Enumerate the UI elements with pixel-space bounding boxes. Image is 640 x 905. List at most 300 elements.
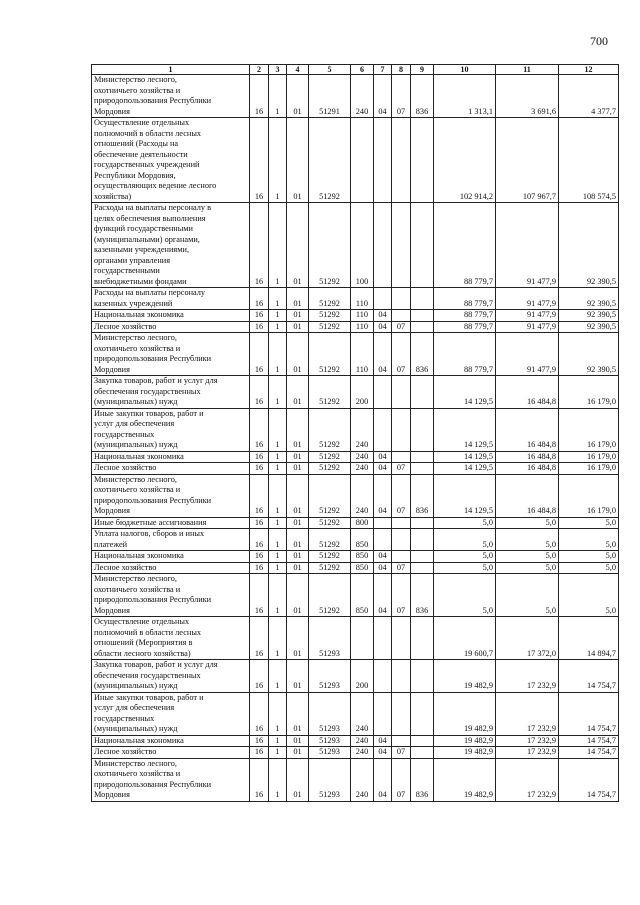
- cell-col9: 836: [411, 75, 434, 118]
- cell-col9: [411, 451, 434, 463]
- cell-amount-11: 5,0: [496, 529, 559, 551]
- cell-col4: 01: [287, 463, 309, 475]
- table-row: [92, 408, 619, 451]
- cell-col3: 1: [269, 463, 287, 475]
- cell-col4: 01: [287, 529, 309, 551]
- cell-col2: 16: [250, 517, 269, 529]
- cell-col4: 01: [287, 310, 309, 322]
- cell-amount-12: 16 179,0: [559, 408, 619, 451]
- cell-amount-10: 14 129,5: [434, 474, 496, 517]
- column-header: 11: [496, 65, 559, 75]
- row-description: Министерство лесного, охотничьего хозяйства и природопользования Республики Мордовия: [92, 333, 250, 376]
- cell-amount-12: 92 390,5: [559, 203, 619, 288]
- cell-amount-11: 5,0: [496, 517, 559, 529]
- cell-col4: 01: [287, 474, 309, 517]
- cell-col7: 04: [374, 310, 392, 322]
- table-row: [92, 758, 619, 801]
- cell-col6: 850: [351, 562, 374, 574]
- cell-col6: 110: [351, 321, 374, 333]
- column-header: 10: [434, 65, 496, 75]
- cell-amount-11: 17 232,9: [496, 735, 559, 747]
- cell-col7: 04: [374, 333, 392, 376]
- cell-amount-10: 5,0: [434, 517, 496, 529]
- cell-col8: [392, 551, 411, 563]
- cell-col3: 1: [269, 758, 287, 801]
- cell-col5: 51292: [309, 574, 351, 617]
- cell-col5: 51292: [309, 408, 351, 451]
- cell-col8: 07: [392, 562, 411, 574]
- cell-amount-10: 14 129,5: [434, 463, 496, 475]
- cell-col6: 240: [351, 75, 374, 118]
- row-description: Закупка товаров, работ и услуг для обеспечения государственных (муниципальных) нужд: [92, 660, 250, 693]
- cell-col9: [411, 463, 434, 475]
- cell-col3: 1: [269, 451, 287, 463]
- cell-col8: 07: [392, 75, 411, 118]
- cell-col9: [411, 692, 434, 735]
- cell-col8: 07: [392, 747, 411, 759]
- column-header: 9: [411, 65, 434, 75]
- table-row: [92, 574, 619, 617]
- row-description: Министерство лесного, охотничьего хозяйства и природопользования Республики Мордовия: [92, 574, 250, 617]
- cell-amount-12: 5,0: [559, 562, 619, 574]
- cell-amount-12: 92 390,5: [559, 288, 619, 310]
- cell-col5: 51293: [309, 692, 351, 735]
- cell-col5: 51293: [309, 617, 351, 660]
- table-row: [92, 118, 619, 203]
- table-row: [92, 333, 619, 376]
- cell-col7: 04: [374, 758, 392, 801]
- row-description: Закупка товаров, работ и услуг для обеспечения государственных (муниципальных) нужд: [92, 376, 250, 409]
- cell-col8: [392, 408, 411, 451]
- cell-col3: 1: [269, 118, 287, 203]
- cell-col2: 16: [250, 735, 269, 747]
- cell-col3: 1: [269, 735, 287, 747]
- cell-col5: 51292: [309, 529, 351, 551]
- cell-col2: 16: [250, 288, 269, 310]
- cell-col5: 51292: [309, 203, 351, 288]
- cell-amount-12: 14 894,7: [559, 617, 619, 660]
- cell-amount-11: 91 477,9: [496, 203, 559, 288]
- cell-col9: 836: [411, 474, 434, 517]
- cell-amount-10: 102 914,2: [434, 118, 496, 203]
- cell-amount-12: 16 179,0: [559, 474, 619, 517]
- cell-col2: 16: [250, 758, 269, 801]
- cell-col4: 01: [287, 376, 309, 409]
- cell-col3: 1: [269, 529, 287, 551]
- cell-col5: 51292: [309, 321, 351, 333]
- cell-col7: [374, 660, 392, 693]
- cell-col9: [411, 203, 434, 288]
- cell-col8: [392, 660, 411, 693]
- cell-col8: [392, 203, 411, 288]
- cell-col7: [374, 203, 392, 288]
- cell-col3: 1: [269, 310, 287, 322]
- table-row: [92, 529, 619, 551]
- cell-col3: 1: [269, 333, 287, 376]
- cell-col4: 01: [287, 451, 309, 463]
- cell-col8: [392, 310, 411, 322]
- row-description: Расходы на выплаты персоналу казенных учреждений: [92, 288, 250, 310]
- column-header: 7: [374, 65, 392, 75]
- row-description: Лесное хозяйство: [92, 562, 250, 574]
- cell-col8: 07: [392, 758, 411, 801]
- cell-amount-11: 91 477,9: [496, 321, 559, 333]
- cell-col2: 16: [250, 692, 269, 735]
- cell-col2: 16: [250, 408, 269, 451]
- cell-col9: [411, 529, 434, 551]
- cell-col6: 850: [351, 529, 374, 551]
- cell-col9: [411, 660, 434, 693]
- cell-col6: [351, 617, 374, 660]
- cell-col6: 850: [351, 551, 374, 563]
- cell-col7: [374, 408, 392, 451]
- cell-col9: [411, 288, 434, 310]
- cell-amount-10: 88 779,7: [434, 321, 496, 333]
- cell-amount-12: 14 754,7: [559, 758, 619, 801]
- cell-col9: [411, 735, 434, 747]
- cell-col7: [374, 529, 392, 551]
- cell-col2: 16: [250, 451, 269, 463]
- cell-col7: 04: [374, 551, 392, 563]
- cell-col6: 200: [351, 660, 374, 693]
- cell-col3: 1: [269, 617, 287, 660]
- cell-col4: 01: [287, 758, 309, 801]
- row-description: Лесное хозяйство: [92, 321, 250, 333]
- cell-amount-10: 5,0: [434, 529, 496, 551]
- cell-col4: 01: [287, 517, 309, 529]
- cell-col3: 1: [269, 574, 287, 617]
- table-row: [92, 288, 619, 310]
- cell-col5: 51292: [309, 333, 351, 376]
- cell-amount-11: 5,0: [496, 562, 559, 574]
- cell-col6: 800: [351, 517, 374, 529]
- cell-col2: 16: [250, 203, 269, 288]
- cell-amount-10: 19 482,9: [434, 692, 496, 735]
- cell-amount-10: 19 482,9: [434, 747, 496, 759]
- cell-amount-12: 4 377,7: [559, 75, 619, 118]
- table-row: [92, 463, 619, 475]
- cell-col8: [392, 288, 411, 310]
- cell-col7: [374, 376, 392, 409]
- cell-col7: 04: [374, 75, 392, 118]
- row-description: Лесное хозяйство: [92, 747, 250, 759]
- column-header: 5: [309, 65, 351, 75]
- cell-col7: 04: [374, 474, 392, 517]
- cell-col5: 51292: [309, 463, 351, 475]
- table-row: [92, 451, 619, 463]
- cell-col9: 836: [411, 574, 434, 617]
- table-row: [92, 735, 619, 747]
- cell-col4: 01: [287, 562, 309, 574]
- cell-col5: 51293: [309, 735, 351, 747]
- row-description: Лесное хозяйство: [92, 463, 250, 475]
- cell-amount-10: 19 482,9: [434, 758, 496, 801]
- cell-col7: 04: [374, 574, 392, 617]
- cell-amount-11: 91 477,9: [496, 288, 559, 310]
- cell-amount-10: 1 313,1: [434, 75, 496, 118]
- table-row: [92, 617, 619, 660]
- cell-col3: 1: [269, 660, 287, 693]
- cell-amount-12: 108 574,5: [559, 118, 619, 203]
- cell-col5: 51292: [309, 474, 351, 517]
- cell-col8: 07: [392, 474, 411, 517]
- cell-amount-11: 16 484,8: [496, 376, 559, 409]
- cell-col5: 51292: [309, 517, 351, 529]
- row-description: Национальная экономика: [92, 310, 250, 322]
- cell-col6: 110: [351, 333, 374, 376]
- cell-col7: [374, 692, 392, 735]
- cell-col2: 16: [250, 617, 269, 660]
- table-row: [92, 517, 619, 529]
- cell-col6: 110: [351, 288, 374, 310]
- cell-col4: 01: [287, 75, 309, 118]
- cell-col2: 16: [250, 333, 269, 376]
- row-description: Уплата налогов, сборов и иных платежей: [92, 529, 250, 551]
- cell-amount-12: 92 390,5: [559, 321, 619, 333]
- row-description: Министерство лесного, охотничьего хозяйства и природопользования Республики Мордовия: [92, 758, 250, 801]
- cell-col3: 1: [269, 288, 287, 310]
- cell-col5: 51292: [309, 288, 351, 310]
- cell-col3: 1: [269, 551, 287, 563]
- cell-col4: 01: [287, 321, 309, 333]
- cell-col5: 51291: [309, 75, 351, 118]
- cell-col7: 04: [374, 321, 392, 333]
- cell-col3: 1: [269, 692, 287, 735]
- cell-col6: 240: [351, 692, 374, 735]
- budget-table: [91, 64, 619, 802]
- column-header: 3: [269, 65, 287, 75]
- row-description: Осуществление отдельных полномочий в области лесных отношений (Мероприятия в области лесного хозяйства): [92, 617, 250, 660]
- cell-amount-12: 14 754,7: [559, 660, 619, 693]
- cell-col4: 01: [287, 333, 309, 376]
- cell-col8: [392, 451, 411, 463]
- column-header: 1: [92, 65, 250, 75]
- cell-col4: 01: [287, 551, 309, 563]
- cell-amount-12: 14 754,7: [559, 747, 619, 759]
- cell-amount-12: 92 390,5: [559, 310, 619, 322]
- table-row: [92, 660, 619, 693]
- table-row: [92, 321, 619, 333]
- cell-col3: 1: [269, 376, 287, 409]
- row-description: Национальная экономика: [92, 735, 250, 747]
- cell-col9: [411, 321, 434, 333]
- cell-amount-12: 5,0: [559, 551, 619, 563]
- cell-amount-11: 3 691,6: [496, 75, 559, 118]
- cell-col7: [374, 288, 392, 310]
- cell-col7: 04: [374, 747, 392, 759]
- cell-col2: 16: [250, 118, 269, 203]
- cell-col9: [411, 517, 434, 529]
- column-header: 4: [287, 65, 309, 75]
- cell-col8: 07: [392, 463, 411, 475]
- cell-col7: 04: [374, 451, 392, 463]
- cell-col9: [411, 617, 434, 660]
- cell-amount-12: 14 754,7: [559, 692, 619, 735]
- cell-amount-10: 5,0: [434, 574, 496, 617]
- cell-col4: 01: [287, 747, 309, 759]
- cell-col3: 1: [269, 321, 287, 333]
- cell-col6: 850: [351, 574, 374, 617]
- cell-col6: 100: [351, 203, 374, 288]
- cell-col2: 16: [250, 551, 269, 563]
- cell-col2: 16: [250, 75, 269, 118]
- cell-col5: 51292: [309, 310, 351, 322]
- cell-amount-12: 5,0: [559, 529, 619, 551]
- cell-amount-12: 92 390,5: [559, 333, 619, 376]
- cell-amount-10: 19 482,9: [434, 735, 496, 747]
- cell-amount-10: 19 482,9: [434, 660, 496, 693]
- cell-col6: 240: [351, 758, 374, 801]
- cell-col4: 01: [287, 660, 309, 693]
- cell-amount-10: 14 129,5: [434, 451, 496, 463]
- table-row: [92, 376, 619, 409]
- cell-amount-11: 17 372,0: [496, 617, 559, 660]
- cell-col3: 1: [269, 75, 287, 118]
- cell-amount-10: 88 779,7: [434, 310, 496, 322]
- cell-col4: 01: [287, 574, 309, 617]
- cell-col4: 01: [287, 288, 309, 310]
- row-description: Национальная экономика: [92, 451, 250, 463]
- column-header: 6: [351, 65, 374, 75]
- cell-col5: 51292: [309, 118, 351, 203]
- row-description: Министерство лесного, охотничьего хозяйства и природопользования Республики Мордовия: [92, 474, 250, 517]
- cell-amount-11: 107 967,7: [496, 118, 559, 203]
- cell-amount-12: 14 754,7: [559, 735, 619, 747]
- cell-col5: 51292: [309, 451, 351, 463]
- cell-col5: 51292: [309, 376, 351, 409]
- cell-amount-11: 91 477,9: [496, 333, 559, 376]
- row-description: Министерство лесного, охотничьего хозяйства и природопользования Республики Мордовия: [92, 75, 250, 118]
- cell-col4: 01: [287, 735, 309, 747]
- cell-col2: 16: [250, 574, 269, 617]
- cell-col8: [392, 517, 411, 529]
- cell-amount-10: 14 129,5: [434, 376, 496, 409]
- row-description: Осуществление отдельных полномочий в области лесных отношений (Расходы на обеспечение деятельности государственных учреждений Республики Мордовия, осуществляющих ведение лесного хозяйства): [92, 118, 250, 203]
- cell-col9: 836: [411, 333, 434, 376]
- cell-col6: 240: [351, 474, 374, 517]
- cell-amount-10: 5,0: [434, 551, 496, 563]
- cell-col9: [411, 408, 434, 451]
- table-header-row: [92, 65, 619, 75]
- table-row: [92, 203, 619, 288]
- cell-col3: 1: [269, 474, 287, 517]
- cell-col8: [392, 617, 411, 660]
- cell-col4: 01: [287, 692, 309, 735]
- cell-amount-11: 16 484,8: [496, 474, 559, 517]
- row-description: Иные закупки товаров, работ и услуг для обеспечения государственных (муниципальных) нужд: [92, 692, 250, 735]
- cell-col3: 1: [269, 203, 287, 288]
- row-description: Национальная экономика: [92, 551, 250, 563]
- cell-col7: [374, 118, 392, 203]
- cell-col8: [392, 376, 411, 409]
- cell-col4: 01: [287, 118, 309, 203]
- cell-col8: 07: [392, 333, 411, 376]
- cell-col2: 16: [250, 474, 269, 517]
- cell-amount-11: 17 232,9: [496, 692, 559, 735]
- cell-col3: 1: [269, 747, 287, 759]
- cell-col2: 16: [250, 376, 269, 409]
- cell-amount-10: 19 600,7: [434, 617, 496, 660]
- cell-col6: 240: [351, 747, 374, 759]
- row-description: Иные закупки товаров, работ и услуг для обеспечения государственных (муниципальных) нужд: [92, 408, 250, 451]
- cell-col6: 110: [351, 310, 374, 322]
- cell-col7: [374, 617, 392, 660]
- cell-col5: 51293: [309, 747, 351, 759]
- table-row: [92, 562, 619, 574]
- column-header: 8: [392, 65, 411, 75]
- cell-amount-11: 17 232,9: [496, 758, 559, 801]
- cell-col2: 16: [250, 660, 269, 693]
- cell-amount-12: 5,0: [559, 517, 619, 529]
- cell-amount-11: 5,0: [496, 551, 559, 563]
- table-row: [92, 310, 619, 322]
- row-description: Расходы на выплаты персоналу в целях обеспечения выполнения функций государственными (муниципальными) органами, казенными учреждениями, органами управления государственными внебюджетными фондами: [92, 203, 250, 288]
- cell-col6: 240: [351, 451, 374, 463]
- table-row: [92, 474, 619, 517]
- cell-col9: 836: [411, 758, 434, 801]
- cell-col6: 200: [351, 376, 374, 409]
- page-number: 700: [590, 34, 608, 48]
- cell-amount-11: 91 477,9: [496, 310, 559, 322]
- cell-amount-10: 88 779,7: [434, 288, 496, 310]
- cell-col9: [411, 551, 434, 563]
- cell-col2: 16: [250, 529, 269, 551]
- cell-amount-12: 5,0: [559, 574, 619, 617]
- cell-col3: 1: [269, 562, 287, 574]
- cell-col2: 16: [250, 747, 269, 759]
- cell-amount-10: 88 779,7: [434, 203, 496, 288]
- cell-col7: 04: [374, 463, 392, 475]
- cell-col9: [411, 376, 434, 409]
- cell-col8: [392, 529, 411, 551]
- cell-col8: [392, 118, 411, 203]
- table-row: [92, 692, 619, 735]
- column-header: 2: [250, 65, 269, 75]
- cell-col5: 51293: [309, 758, 351, 801]
- cell-amount-12: 16 179,0: [559, 451, 619, 463]
- cell-col6: [351, 118, 374, 203]
- cell-col6: 240: [351, 408, 374, 451]
- cell-amount-10: 5,0: [434, 562, 496, 574]
- cell-col7: 04: [374, 562, 392, 574]
- cell-col3: 1: [269, 517, 287, 529]
- table-row: [92, 75, 619, 118]
- cell-col4: 01: [287, 617, 309, 660]
- cell-col9: [411, 310, 434, 322]
- cell-amount-11: 16 484,8: [496, 408, 559, 451]
- table-row: [92, 551, 619, 563]
- cell-col8: 07: [392, 321, 411, 333]
- cell-col4: 01: [287, 203, 309, 288]
- cell-col3: 1: [269, 408, 287, 451]
- cell-col7: 04: [374, 735, 392, 747]
- cell-col6: 240: [351, 735, 374, 747]
- cell-col9: [411, 562, 434, 574]
- column-header: 12: [559, 65, 619, 75]
- cell-col2: 16: [250, 321, 269, 333]
- cell-col5: 51293: [309, 660, 351, 693]
- table-row: [92, 747, 619, 759]
- table-body: [92, 75, 619, 802]
- cell-amount-11: 16 484,8: [496, 451, 559, 463]
- cell-amount-11: 5,0: [496, 574, 559, 617]
- cell-col5: 51292: [309, 551, 351, 563]
- cell-col2: 16: [250, 463, 269, 475]
- cell-col8: [392, 692, 411, 735]
- cell-col2: 16: [250, 562, 269, 574]
- cell-col2: 16: [250, 310, 269, 322]
- cell-amount-10: 88 779,7: [434, 333, 496, 376]
